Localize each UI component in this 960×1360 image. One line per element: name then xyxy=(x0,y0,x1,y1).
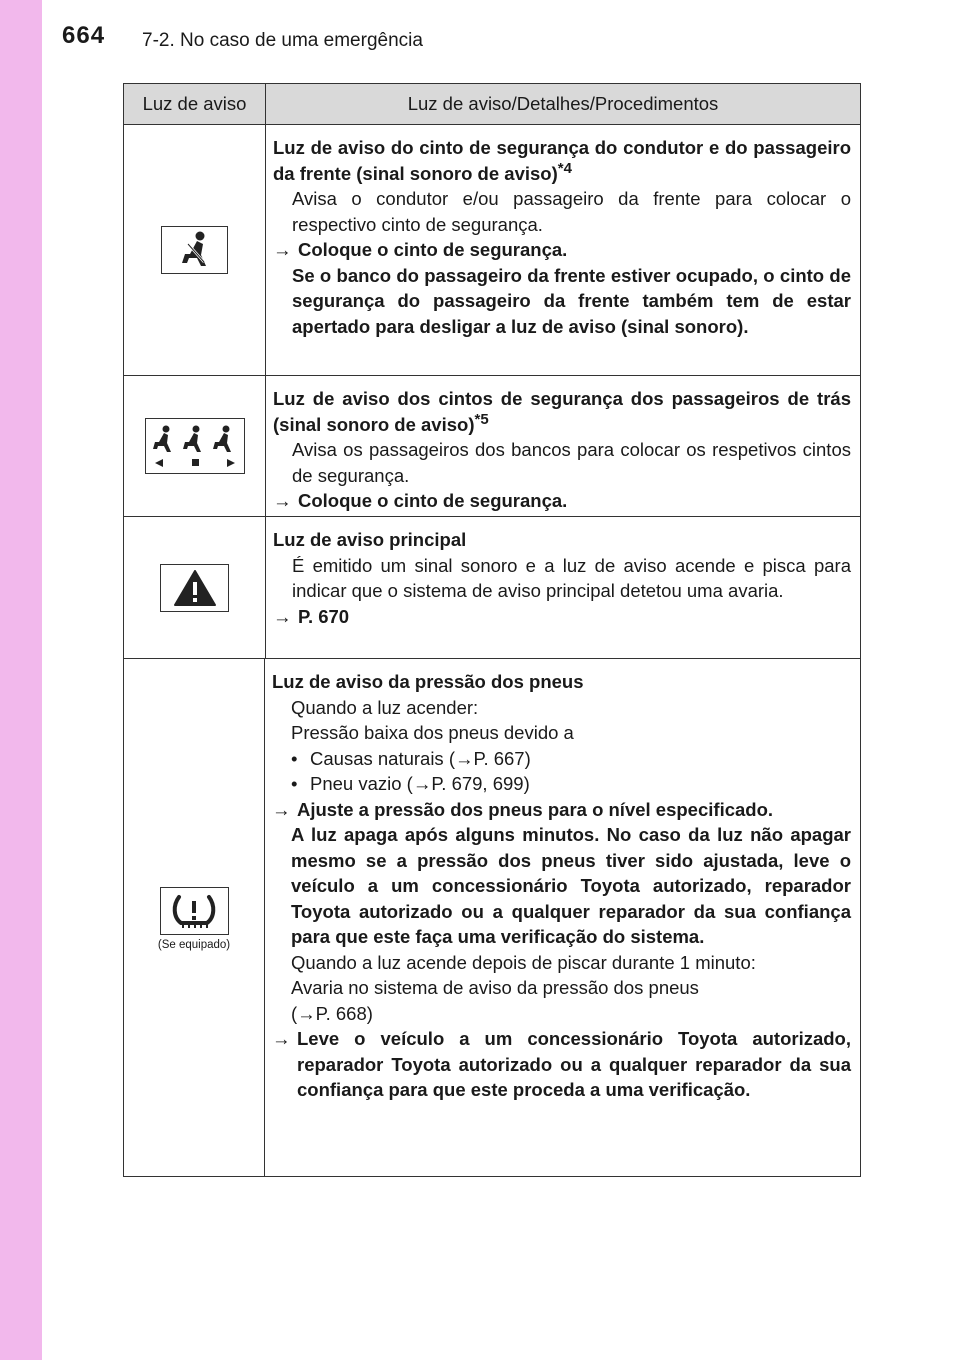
list-item: • Causas naturais (→P. 667) xyxy=(272,746,851,772)
icon-cell xyxy=(124,659,265,1176)
page-reference: P. 670 xyxy=(298,605,350,627)
action-item: → Coloque o cinto de segurança. xyxy=(273,488,851,514)
icon-caption: (Se equipado) xyxy=(157,939,231,951)
details-cell xyxy=(265,659,860,1176)
page-reference: (→P. 668) xyxy=(291,1002,373,1024)
warning-description: É emitido um sinal sonoro e a luz de aviso acende e pisca para indicar que o sistema de aviso principal detetou uma avaria. xyxy=(292,554,851,601)
list-item: • Pneu vazio (→P. 679, 699) xyxy=(272,771,851,797)
column-header-details: Luz de aviso/Detalhes/Procedimentos xyxy=(407,93,719,114)
action-item: → Ajuste a pressão dos pneus para o nível especificado. xyxy=(272,797,851,823)
warning-title: Luz de aviso principal xyxy=(273,529,467,550)
warning-title: Luz de aviso da pressão dos pneus xyxy=(272,671,584,692)
page-number: 664 xyxy=(62,22,106,49)
action-item: → Leve o veículo a um concessionário Toyota autorizado, reparador Toyota autorizado ou a qualquer reparador da sua confiança para que este proceda a uma verificação. xyxy=(272,1026,851,1103)
details-cell xyxy=(266,125,860,375)
table-header xyxy=(124,84,860,125)
action-item: → Coloque o cinto de segurança. xyxy=(273,237,851,263)
action-detail: Se o banco do passageiro da frente estiver ocupado, o cinto de segurança do passageiro da frente também tem de estar apertado para desligar a luz de aviso (sinal sonoro). xyxy=(292,264,851,337)
action-detail: A luz apaga após alguns minutos. No caso da luz não apagar mesmo se a pressão dos pneus tiver sido ajustada, leve o veículo a um concessionário Toyota autorizado, reparador Toyota autorizado ou a qualquer reparador da sua confiança para que este faça uma verificação do sistema. xyxy=(291,824,851,947)
arrow-icon: → xyxy=(272,798,291,820)
bullet: • xyxy=(291,747,298,769)
details-cell xyxy=(266,376,860,516)
icon-cell xyxy=(124,376,266,516)
icon-cell xyxy=(124,125,266,375)
table-row xyxy=(124,125,860,376)
condition-text: Pressão baixa dos pneus devido a xyxy=(291,722,574,743)
column-header-warning-light: Luz de aviso xyxy=(124,84,266,124)
tire-pressure-warning-icon xyxy=(160,887,229,935)
action-item xyxy=(273,604,851,630)
bullet: • xyxy=(291,773,298,794)
warning-lights-table xyxy=(123,83,861,1177)
arrow-icon: → xyxy=(273,239,292,260)
warning-description: Avisa os passageiros dos bancos para colocar os respetivos cintos de segurança. xyxy=(292,439,851,486)
seatbelt-warning-icon xyxy=(161,226,228,274)
condition-text: Quando a luz acende depois de piscar durante 1 minuto: xyxy=(291,951,756,973)
details-cell xyxy=(266,517,860,658)
page-side-tab xyxy=(0,0,42,1360)
warning-title: Luz de aviso dos cintos de segurança dos passageiros de trás (sinal sonoro de aviso)$^{*5}$ xyxy=(273,388,851,435)
condition-text: Quando a luz acender: xyxy=(291,696,479,718)
condition-text: Avaria no sistema de aviso da pressão dos pneus xyxy=(291,977,699,998)
rear-seatbelts-warning-icon xyxy=(145,418,245,474)
icon-cell xyxy=(124,517,266,658)
arrow-icon: → xyxy=(272,1028,291,1049)
master-warning-icon xyxy=(160,564,229,612)
warning-description: Avisa o condutor e/ou passageiro da frente para colocar o respectivo cinto de segurança. xyxy=(292,188,851,235)
table-row xyxy=(124,517,860,659)
arrow-icon: → xyxy=(273,490,292,511)
table-row xyxy=(124,376,860,517)
table-row xyxy=(124,659,860,1176)
arrow-icon: → xyxy=(273,605,292,627)
section-title: 7-2. No caso de uma emergência xyxy=(142,30,423,51)
warning-title: Luz de aviso do cinto de segurança do condutor e do passageiro da frente (sinal sonoro de aviso)$^{*4}$ xyxy=(273,137,851,184)
